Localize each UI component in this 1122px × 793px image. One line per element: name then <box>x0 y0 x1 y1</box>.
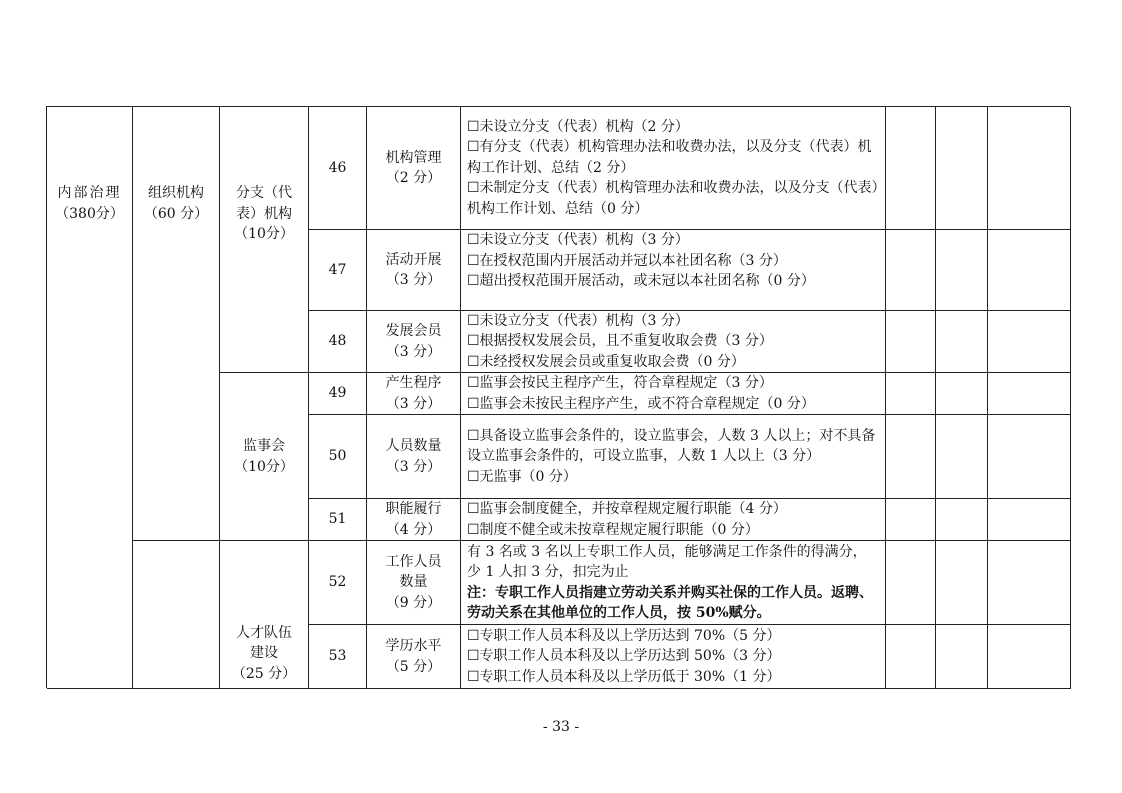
criteria-line: ☐超出授权范围开展活动，或未冠以本社团名称（0 分） <box>467 273 815 289</box>
item-score: （5 分） <box>385 658 442 675</box>
category-branch-line1: 分支（代 <box>235 185 292 201</box>
criteria-line: ☐专职工作人员本科及以上学历低于 30%（1 分） <box>467 668 781 685</box>
review-score-cell <box>936 230 988 311</box>
item-score: （3 分） <box>385 458 442 475</box>
self-score-cell <box>886 541 936 625</box>
item-cell <box>367 230 461 311</box>
criteria-line: ☐未制定分支（代表）机构管理办法和收费办法，以及分支（代表）机构工作计划、总结（0 分） <box>467 180 879 217</box>
self-score-cell <box>886 625 936 689</box>
remarks-cell <box>988 373 1071 415</box>
criteria-line: ☐在授权范围内开展活动并冠以本社团名称（3 分） <box>467 252 787 269</box>
criteria-line: ☐监事会未按民主程序产生，或不符合章程规定（0 分） <box>467 395 815 412</box>
review-score-cell <box>936 311 988 373</box>
item-name: 学历水平 <box>385 638 442 654</box>
criteria-line: ☐有分支（代表）机构管理办法和收费办法，以及分支（代表）机构工作计划、总结（2 分） <box>467 139 872 176</box>
criteria-line: ☐未设立分支（代表）机构（3 分） <box>467 312 689 329</box>
row-number: 50 <box>309 415 367 499</box>
category-level2-score: （60 分） <box>143 205 209 222</box>
remarks-cell <box>988 625 1071 689</box>
item-name: 活动开展 <box>385 251 442 268</box>
item-name: 职能履行 <box>385 501 442 517</box>
remarks-cell <box>988 541 1071 625</box>
self-score-cell <box>886 107 936 230</box>
row-number: 48 <box>309 311 367 373</box>
item-name: 工作人员 <box>385 553 442 570</box>
criteria-line: ☐制度不健全或未按章程规定履行职能（0 分） <box>467 521 759 538</box>
criteria-line: ☐根据授权发展会员，且不重复收取会费（3 分） <box>467 333 773 350</box>
item-cell <box>367 107 461 230</box>
item-name-line2: 数量 <box>399 574 428 591</box>
remarks-cell <box>988 230 1071 311</box>
category-talent-line2: 建设 <box>250 645 278 661</box>
category-level2-name: 组织机构 <box>147 185 204 201</box>
criteria-line: ☐未设立分支（代表）机构（3 分） <box>467 232 689 248</box>
item-score: （3 分） <box>385 272 442 288</box>
review-score-cell <box>936 415 988 499</box>
category-talent-line1: 人才队伍 <box>236 624 292 641</box>
criteria-cell <box>461 311 886 373</box>
criteria-cell <box>461 541 886 625</box>
item-name: 机构管理 <box>385 149 442 166</box>
self-score-cell <box>886 373 936 415</box>
row-number: 51 <box>309 499 367 541</box>
category-level1-cell <box>47 107 133 689</box>
evaluation-table <box>46 106 1070 688</box>
row-number: 53 <box>309 625 367 689</box>
criteria-note: 注：专职工作人员指建立劳动关系并购买社保的工作人员。返聘、劳动关系在其他单位的工作人员，按 50%赋分。 <box>467 584 873 621</box>
self-score-cell <box>886 230 936 311</box>
criteria-cell <box>461 107 886 230</box>
criteria-cell <box>461 230 886 311</box>
remarks-cell <box>988 107 1071 230</box>
item-cell <box>367 311 461 373</box>
criteria-cell <box>461 415 886 499</box>
category-talent-cell <box>220 541 309 689</box>
criteria-line: ☐未经授权发展会员或重复收取会费（0 分） <box>467 353 745 370</box>
category-level1-name: 内部治理 <box>57 185 122 201</box>
remarks-cell <box>988 311 1071 373</box>
review-score-cell <box>936 625 988 689</box>
item-cell <box>367 625 461 689</box>
category-level2-cell <box>133 107 220 541</box>
item-name: 人员数量 <box>385 438 442 454</box>
criteria-cell <box>461 499 886 541</box>
self-score-cell <box>886 311 936 373</box>
item-score: （3 分） <box>385 395 442 412</box>
page-number: - 33 - <box>542 719 580 735</box>
row-number: 46 <box>309 107 367 230</box>
criteria-line: ☐监事会按民主程序产生，符合章程规定（3 分） <box>467 375 773 391</box>
self-score-cell <box>886 499 936 541</box>
criteria-line: ☐未设立分支（代表）机构（2 分） <box>467 118 689 135</box>
category-level1-score: （380分） <box>55 205 124 222</box>
criteria-line: 有 3 名或 3 名以上专职工作人员，能够满足工作条件的得满分，少 1 人扣 3 分，扣完为止 <box>467 543 867 580</box>
category-talent-score: （25 分） <box>231 665 297 682</box>
row-number: 47 <box>309 230 367 311</box>
item-score: （2 分） <box>385 170 442 186</box>
review-score-cell <box>936 499 988 541</box>
criteria-cell <box>461 373 886 415</box>
criteria-line: ☐无监事（0 分） <box>467 468 577 485</box>
remarks-cell <box>988 415 1071 499</box>
self-score-cell <box>886 415 936 499</box>
criteria-line: ☐具备设立监事会条件的，设立监事会，人数 3 人以上；对不具备设立监事会条件的，可设立监事，人数 1 人以上（3 分） <box>467 427 876 465</box>
review-score-cell <box>936 373 988 415</box>
review-score-cell <box>936 541 988 625</box>
category-branch-cell <box>220 107 309 373</box>
remarks-cell <box>988 499 1071 541</box>
category-level1-top <box>47 183 132 224</box>
criteria-line: ☐专职工作人员本科及以上学历达到 50%（3 分） <box>467 648 781 665</box>
category-branch-score: （10分） <box>234 226 294 242</box>
criteria-line: ☐专职工作人员本科及以上学历达到 70%（5 分） <box>467 627 781 644</box>
item-name: 产生程序 <box>385 375 442 391</box>
category-supervisory-score: （10分） <box>234 458 294 475</box>
item-cell <box>367 499 461 541</box>
item-cell <box>367 373 461 415</box>
row-number: 49 <box>309 373 367 415</box>
item-cell <box>367 415 461 499</box>
category-level2-blank-cell <box>133 541 220 689</box>
item-score: （4 分） <box>385 521 442 538</box>
review-score-cell <box>936 107 988 230</box>
criteria-cell <box>461 625 886 689</box>
row-number: 52 <box>309 541 367 625</box>
category-supervisory-cell <box>220 373 309 541</box>
criteria-line: ☐监事会制度健全，并按章程规定履行职能（4 分） <box>467 501 787 517</box>
item-score: （3 分） <box>385 343 442 360</box>
item-cell <box>367 541 461 625</box>
item-name: 发展会员 <box>385 323 442 339</box>
category-branch-line2: 表）机构 <box>235 205 292 222</box>
category-supervisory-name: 监事会 <box>243 438 285 454</box>
item-score: （9 分） <box>385 594 442 611</box>
